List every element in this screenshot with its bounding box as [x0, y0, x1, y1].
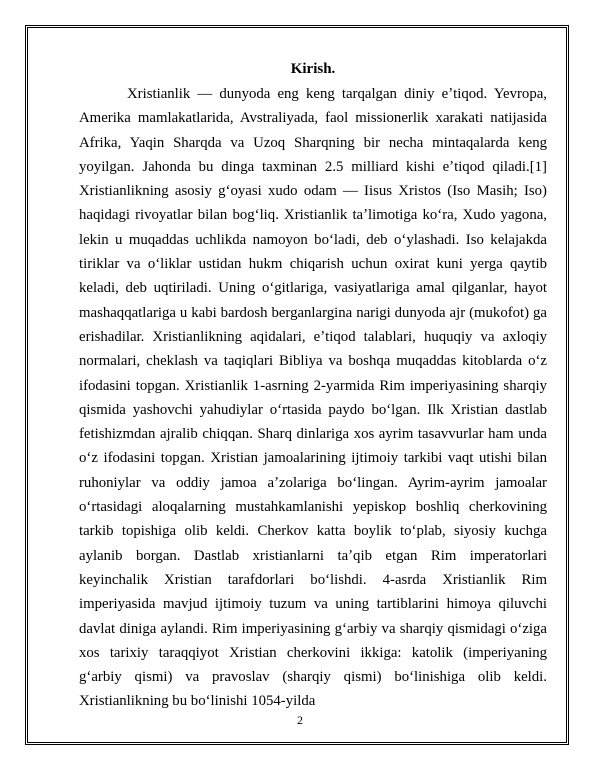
document-title: Kirish. [290, 61, 336, 77]
page-number: 2 [297, 713, 303, 727]
body-paragraph: Xristianlik — dunyoda eng keng tarqalgan diniy eʼtiqod. Yevropa, Amerika mamlakatlarida, Avstraliyada, faol missionerlik xarakati natijasida Afrika, Yaqin Sharqda va Uzoq Sharqning bir necha mintaqalarda keng yoyilgan. Jahonda bu dinga taxminan 2.5 milliard kishi eʼtiqod qiladi.[1] Xristianlikning asosiy gʻoyasi xudo odam — Iisus Xristos (Iso Masih; Iso) haqidagi rivoyatlar bilan bogʻliq. Xristianlik taʼlimotiga koʻra, Xudo yagona, lekin u muqaddas uchlikda namoyon boʻladi, deb oʻylashadi. Iso kelajakda tiriklar va oʻliklar ustidan hukm chiqarish uchun oxirat kuni yerga qaytib keladi, deb uqtiriladi. Uning oʻgitlariga, vasiyatlariga amal qilganlar, hayot mashaqqatlariga u kabi bardosh berganlargina narigi dunyoda ajr (mukofot) ga erishadilar. Xristianlikning aqidalari, eʼtiqod talablari, huquqiy va axloqiy normalari, cheklash va taqiqlari Bibliya va boshqa muqaddas kitoblarda oʻz ifodasini topgan. Xristianlik 1-asrning 2-yarmida Rim imperiyasining sharqiy qismida yashovchi yahudiylar oʻrtasida paydo boʻlgan. Ilk Xristian dastlab fetishizmdan ajralib chiqqan. Sharq dinlariga xos ayrim tasavvurlar ham unda oʻz ifodasini topgan. Xristian jamoalarining ijtimoiy tarkibi vaqt utishi bilan ruhoniylar va oddiy jamoa aʼzolariga boʻlingan. Ayrim-ayrim jamoalar oʻrtasidagi aloqalarning mustahkamlanishi yepiskop boshliq cherkovining tarkib topishiga olib keldi. Cherkov katta boylik toʻplab, siyosiy kuchga aylanib borgan. Dastlab xristianlarni taʼqib etgan Rim imperatorlari keyinchalik Xristian tarafdorlari boʻlishdi. 4-asrda Xristianlik Rim imperiyasida mavjud ijtimoiy tuzum va uning tartiblarini himoya qiluvchi davlat diniga aylandi. Rim imperiyasining gʻarbiy va sharqiy qismidagi oʻziga xos tarixiy taraqqiyot Xristian cherkovini ikkiga: katolik (imperiyaning gʻarbiy qismi) va pravoslav (sharqiy qismi) boʻlinishiga olib keldi. Xristianlikning bu boʻlinishi 1054-yilda [79, 86, 547, 710]
document-body [79, 60, 547, 714]
